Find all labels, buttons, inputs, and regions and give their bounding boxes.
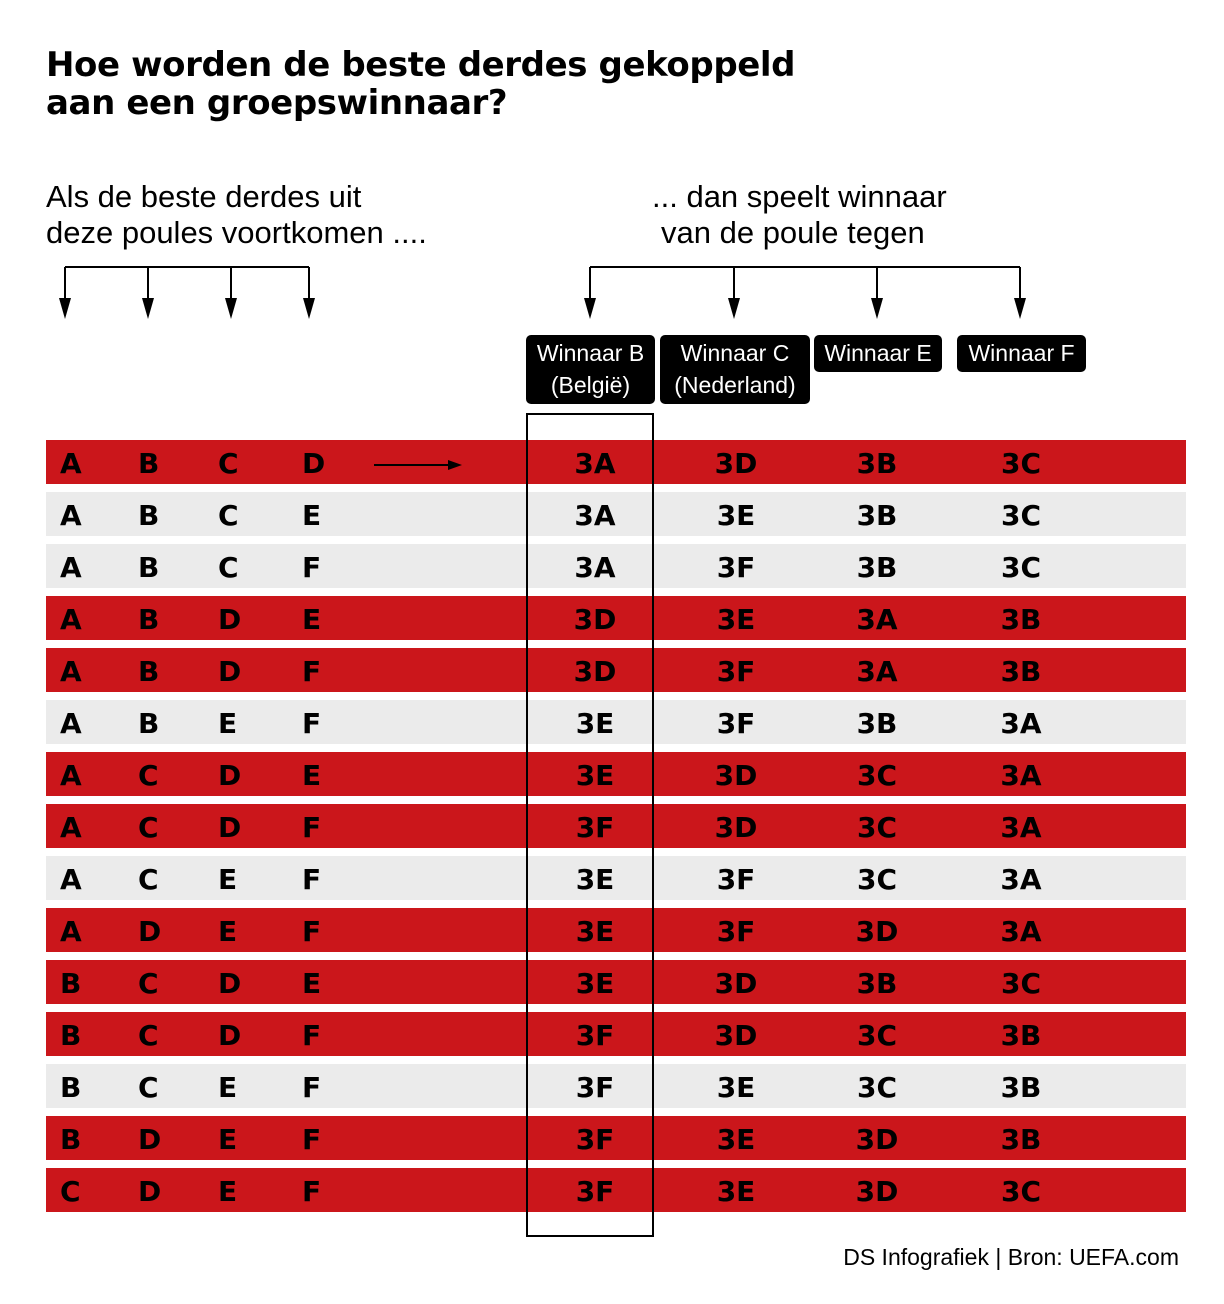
header-winnaar-e-line-1: Winnaar E bbox=[824, 340, 932, 366]
opponent-cell: 3C bbox=[856, 1019, 898, 1052]
opponent-cell: 3F bbox=[575, 1019, 615, 1052]
group-letter: F bbox=[302, 551, 322, 584]
group-letter: E bbox=[302, 603, 322, 636]
group-letter: A bbox=[60, 603, 82, 636]
group-letter: B bbox=[138, 707, 160, 740]
intro-right-line-2: van de poule tegen bbox=[661, 215, 925, 250]
group-letter: E bbox=[218, 1123, 238, 1156]
header-winnaar-e bbox=[814, 335, 942, 372]
intro-right-line-1: ... dan speelt winnaar bbox=[652, 179, 947, 214]
opponent-cell: 3B bbox=[1000, 1071, 1042, 1104]
group-letter: B bbox=[138, 447, 160, 480]
opponent-cell: 3A bbox=[1000, 811, 1042, 844]
opponent-cell: 3D bbox=[714, 447, 758, 480]
group-letter: C bbox=[138, 1019, 159, 1052]
header-winnaar-f-line-1: Winnaar F bbox=[968, 340, 1075, 366]
opponent-cell: 3D bbox=[855, 1175, 899, 1208]
opponent-cell: 3A bbox=[1000, 707, 1042, 740]
group-letter: A bbox=[60, 707, 82, 740]
opponent-cell: 3C bbox=[1000, 447, 1042, 480]
group-letter: E bbox=[218, 1071, 238, 1104]
group-letter: F bbox=[302, 863, 322, 896]
title-line-1: Hoe worden de beste derdes gekoppeld bbox=[46, 45, 796, 85]
opponent-cell: 3A bbox=[856, 655, 898, 688]
group-letter: D bbox=[218, 759, 242, 792]
group-letter: D bbox=[218, 967, 242, 1000]
group-letter: C bbox=[60, 1175, 81, 1208]
intro-left-line-2: deze poules voortkomen .... bbox=[46, 215, 427, 250]
right-bracket-arrowheads bbox=[584, 298, 1026, 319]
group-letter: C bbox=[218, 447, 239, 480]
opponent-cell: 3B bbox=[1000, 603, 1042, 636]
opponent-cell: 3C bbox=[1000, 967, 1042, 1000]
opponent-cell: 3F bbox=[716, 863, 756, 896]
group-letter: D bbox=[138, 915, 162, 948]
group-letter: F bbox=[302, 811, 322, 844]
group-letter: B bbox=[138, 655, 160, 688]
opponent-cell: 3C bbox=[1000, 499, 1042, 532]
group-letter: A bbox=[60, 811, 82, 844]
opponent-cell: 3E bbox=[575, 863, 615, 896]
group-letter: B bbox=[60, 967, 82, 1000]
group-letter: B bbox=[60, 1019, 82, 1052]
opponent-cell: 3B bbox=[1000, 1019, 1042, 1052]
header-winnaar-c-line-2: (Nederland) bbox=[674, 372, 796, 398]
opponent-cell: 3D bbox=[714, 1019, 758, 1052]
opponent-cell: 3F bbox=[716, 707, 756, 740]
title-line-2: aan een groepswinnaar? bbox=[46, 83, 508, 123]
group-letter: A bbox=[60, 863, 82, 896]
header-winnaar-c-line-1: Winnaar C bbox=[680, 340, 790, 366]
group-letter: F bbox=[302, 655, 322, 688]
opponent-cell: 3A bbox=[856, 603, 898, 636]
group-letter: F bbox=[302, 1019, 322, 1052]
intro-left-line-1: Als de beste derdes uit bbox=[46, 179, 362, 214]
group-letter: E bbox=[302, 759, 322, 792]
group-letter: D bbox=[218, 811, 242, 844]
group-letter: D bbox=[218, 603, 242, 636]
opponent-cell: 3F bbox=[575, 811, 615, 844]
group-letter: F bbox=[302, 1175, 322, 1208]
opponent-cell: 3D bbox=[714, 967, 758, 1000]
group-letter: E bbox=[218, 863, 238, 896]
opponent-cell: 3B bbox=[856, 551, 898, 584]
opponent-cell: 3F bbox=[575, 1071, 615, 1104]
group-letter: A bbox=[60, 499, 82, 532]
opponent-cell: 3D bbox=[855, 1123, 899, 1156]
opponent-cell: 3D bbox=[573, 655, 617, 688]
opponent-cell: 3C bbox=[1000, 1175, 1042, 1208]
opponent-cell: 3C bbox=[856, 1071, 898, 1104]
source-credit: DS Infografiek | Bron: UEFA.com bbox=[843, 1244, 1179, 1270]
opponent-cell: 3E bbox=[716, 1123, 756, 1156]
opponent-cell: 3C bbox=[856, 759, 898, 792]
opponent-cell: 3E bbox=[716, 499, 756, 532]
group-letter: F bbox=[302, 1071, 322, 1104]
opponent-cell: 3B bbox=[856, 499, 898, 532]
opponent-cell: 3B bbox=[856, 707, 898, 740]
group-letter: D bbox=[138, 1175, 162, 1208]
left-bracket-arrowheads bbox=[59, 298, 315, 319]
opponent-cell: 3E bbox=[716, 1175, 756, 1208]
group-letter: D bbox=[218, 1019, 242, 1052]
header-winnaar-b bbox=[526, 335, 655, 404]
opponent-cell: 3F bbox=[716, 915, 756, 948]
group-letter: A bbox=[60, 447, 82, 480]
group-letter: C bbox=[218, 551, 239, 584]
opponent-cell: 3A bbox=[574, 551, 616, 584]
group-letter: C bbox=[138, 1071, 159, 1104]
group-letter: B bbox=[60, 1071, 82, 1104]
group-letter: C bbox=[138, 759, 159, 792]
group-letter: A bbox=[60, 655, 82, 688]
opponent-cell: 3E bbox=[575, 759, 615, 792]
opponent-cell: 3C bbox=[1000, 551, 1042, 584]
group-letter: C bbox=[138, 967, 159, 1000]
group-letter: E bbox=[218, 707, 238, 740]
group-letter: C bbox=[138, 863, 159, 896]
opponent-cell: 3E bbox=[575, 915, 615, 948]
opponent-cell: 3C bbox=[856, 863, 898, 896]
bracket-arrows bbox=[0, 0, 1224, 330]
header-winnaar-b-line-1: Winnaar B bbox=[536, 340, 645, 366]
opponent-cell: 3F bbox=[575, 1175, 615, 1208]
opponent-cell: 3B bbox=[1000, 655, 1042, 688]
group-letter: B bbox=[138, 603, 160, 636]
header-winnaar-c bbox=[660, 335, 810, 404]
group-letter: E bbox=[218, 1175, 238, 1208]
opponent-cell: 3D bbox=[573, 603, 617, 636]
opponent-cell: 3A bbox=[1000, 915, 1042, 948]
group-letter: F bbox=[302, 915, 322, 948]
group-letter: F bbox=[302, 1123, 322, 1156]
group-letter: C bbox=[218, 499, 239, 532]
group-letter: A bbox=[60, 759, 82, 792]
opponent-cell: 3F bbox=[716, 551, 756, 584]
opponent-cell: 3A bbox=[574, 499, 616, 532]
opponent-cell: 3A bbox=[1000, 759, 1042, 792]
left-bracket bbox=[65, 267, 309, 300]
group-letter: B bbox=[138, 499, 160, 532]
group-letter: F bbox=[302, 707, 322, 740]
opponent-cell: 3B bbox=[856, 447, 898, 480]
opponent-cell: 3D bbox=[714, 759, 758, 792]
group-letter: E bbox=[218, 915, 238, 948]
right-bracket bbox=[590, 267, 1020, 300]
group-letter: B bbox=[60, 1123, 82, 1156]
opponent-cell: 3D bbox=[855, 915, 899, 948]
opponent-cell: 3B bbox=[1000, 1123, 1042, 1156]
group-letter: E bbox=[302, 967, 322, 1000]
opponent-cell: 3E bbox=[716, 1071, 756, 1104]
opponent-cell: 3E bbox=[575, 707, 615, 740]
belgie-column-highlight bbox=[526, 413, 654, 1237]
row-arrow-icon bbox=[374, 460, 464, 470]
group-letter: C bbox=[138, 811, 159, 844]
header-winnaar-b-line-2: (België) bbox=[550, 372, 631, 398]
opponent-cell: 3C bbox=[856, 811, 898, 844]
opponent-cell: 3A bbox=[1000, 863, 1042, 896]
group-letter: A bbox=[60, 915, 82, 948]
opponent-cell: 3F bbox=[575, 1123, 615, 1156]
group-letter: A bbox=[60, 551, 82, 584]
opponent-cell: 3B bbox=[856, 967, 898, 1000]
group-letter: B bbox=[138, 551, 160, 584]
opponent-cell: 3E bbox=[716, 603, 756, 636]
opponent-cell: 3A bbox=[574, 447, 616, 480]
group-letter: D bbox=[218, 655, 242, 688]
opponent-cell: 3D bbox=[714, 811, 758, 844]
group-letter: E bbox=[302, 499, 322, 532]
opponent-cell: 3E bbox=[575, 967, 615, 1000]
opponent-cell: 3F bbox=[716, 655, 756, 688]
group-letter: D bbox=[138, 1123, 162, 1156]
header-winnaar-f bbox=[957, 335, 1086, 372]
group-letter: D bbox=[302, 447, 326, 480]
